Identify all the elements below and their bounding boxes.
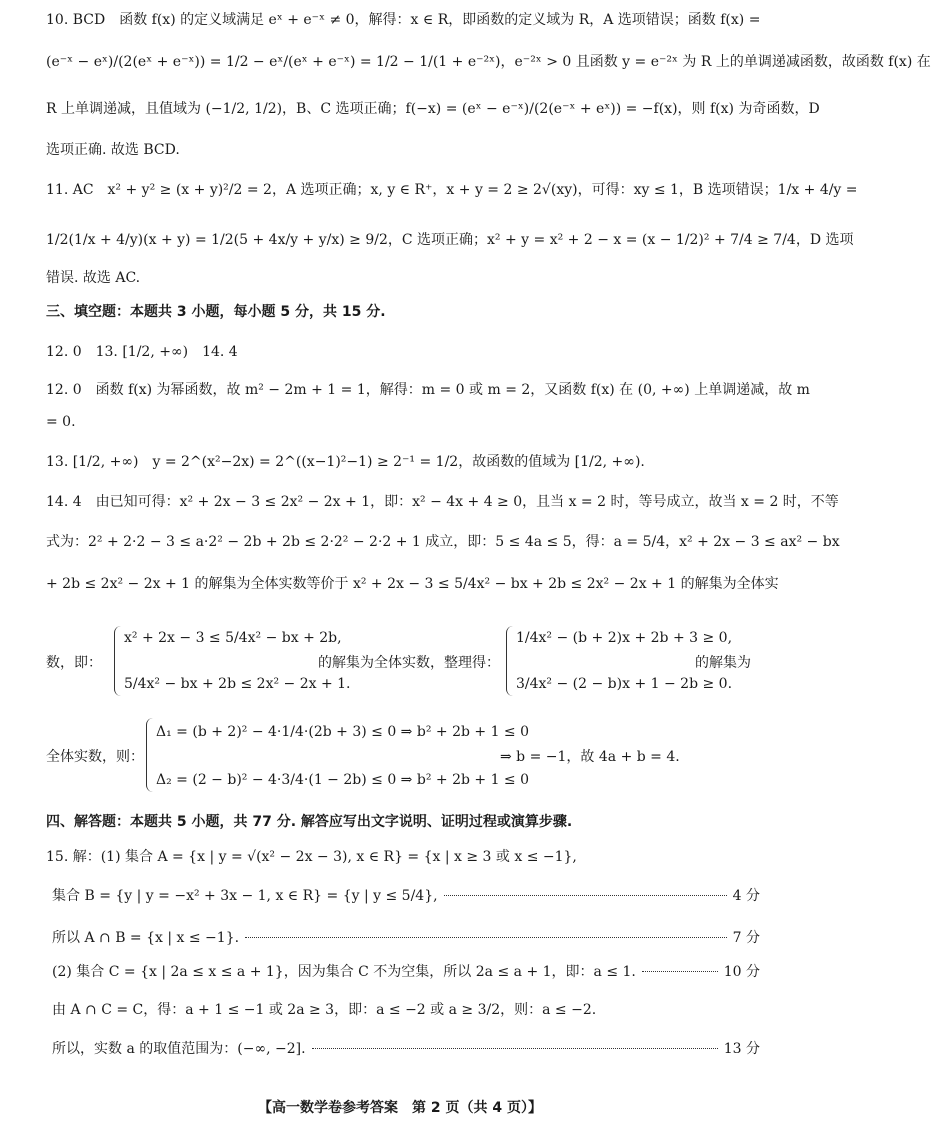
q14-line-3: + 2b ≤ 2x² − 2x + 1 的解集为全体实数等价于 x² + 2x − 3 ≤ 5/4x² − bx + 2b ≤ 2x² − 2x + 1 的解集为全体实 (46, 576, 779, 592)
system1-suffix: 的解集为 (695, 655, 751, 671)
leader-dots (444, 895, 727, 896)
q11-line-1: 11. AC x² + y² ≥ (x + y)²/2 = 2，A 选项正确；x, y ∈ R⁺，x + y = 2 ≥ 2√(xy)，可得：xy ≤ 1，B 选项错误；1/x + 4/y = (46, 182, 858, 198)
q15-line-2-score: 4 分 (732, 888, 760, 904)
q15-line-6 (52, 1039, 760, 1059)
q15-line-5: 由 A ∩ C = C，得：a + 1 ≤ −1 或 2a ≥ 3，即：a ≤ −2 或 a ≥ 3/2，则：a ≤ −2. (52, 1002, 597, 1018)
q10-line-2: (e⁻ˣ − eˣ)/(2(eˣ + e⁻ˣ)) = 1/2 − eˣ/(eˣ + e⁻ˣ) = 1/2 − 1/(1 + e⁻²ˣ)，e⁻²ˣ > 0 且函数 y = e⁻²ˣ 为 R 上的单调递减函数，故函数 f(x) 在 (46, 54, 931, 70)
system1-row1: x² + 2x − 3 ≤ 5/4x² − bx + 2b, (124, 630, 342, 646)
q15-line-1: 15. 解：(1) 集合 A = {x | y = √(x² − 2x − 3), x ∈ R} = {x | x ≥ 3 或 x ≤ −1}, (46, 849, 577, 865)
system1-middle: 的解集为全体实数，整理得： (318, 655, 500, 671)
q15-line-4-score: 10 分 (723, 964, 760, 980)
system1-row4: 3/4x² − (2 − b)x + 1 − 2b ≥ 0. (516, 676, 733, 692)
q12-line-1: 12. 0 函数 f(x) 为幂函数，故 m² − 2m + 1 = 1，解得：m = 0 或 m = 2，又函数 f(x) 在 (0, +∞) 上单调递减，故 m (46, 382, 810, 398)
q11-line-2: 1/2(1/x + 4/y)(x + y) = 1/2(5 + 4x/y + y/x) ≥ 9/2，C 选项正确；x² + y = x² + 2 − x = (x − 1/2)² + 7/4 ≥ 7/4，D 选项 (46, 232, 854, 248)
brace-left-3 (146, 718, 153, 792)
q15-line-2 (52, 886, 760, 906)
section-4-heading: 四、解答题：本题共 5 小题，共 77 分. 解答应写出文字说明、证明过程或演算步骤. (46, 814, 573, 830)
q10-line-3: R 上单调递减，且值域为 (−1/2, 1/2)，B、C 选项正确；f(−x) = (eˣ − e⁻ˣ)/(2(e⁻ˣ + eˣ)) = −f(x)，则 f(x) 为奇函数，D (46, 101, 820, 117)
system2-prefix: 全体实数，则： (46, 749, 144, 765)
q15-line-4-text: (2) 集合 C = {x | 2a ≤ x ≤ a + 1}，因为集合 C 不为空集，所以 2a ≤ a + 1，即：a ≤ 1. (52, 964, 636, 980)
q15-line-4 (52, 962, 760, 982)
brace-left-2 (506, 626, 513, 696)
q14-line-1: 14. 4 由已知可得：x² + 2x − 3 ≤ 2x² − 2x + 1，即：x² − 4x + 4 ≥ 0，且当 x = 2 时，等号成立，故当 x = 2 时，不等 (46, 494, 839, 510)
q10-line-4: 选项正确. 故选 BCD. (46, 142, 180, 158)
q15-line-3-text: 所以 A ∩ B = {x | x ≤ −1}. (52, 930, 240, 946)
q10-line-1: 10. BCD 函数 f(x) 的定义域满足 eˣ + e⁻ˣ ≠ 0，解得：x ∈ R，即函数的定义域为 R，A 选项错误；函数 f(x) = (46, 12, 761, 28)
q14-line-2: 式为：2² + 2·2 − 3 ≤ a·2² − 2b + 2b ≤ 2·2² − 2·2 + 1 成立，即：5 ≤ 4a ≤ 5，得：a = 5/4，x² + 2x − 3 ≤ ax² − bx (46, 534, 840, 550)
q11-line-3: 错误. 故选 AC. (46, 270, 141, 286)
system1-row2: 5/4x² − bx + 2b ≤ 2x² − 2x + 1. (124, 676, 351, 692)
system2-row1: Δ₁ = (b + 2)² − 4·1/4·(2b + 3) ≤ 0 ⇒ b² + 2b + 1 ≤ 0 (156, 724, 530, 740)
q15-line-6-score: 13 分 (723, 1041, 760, 1057)
leader-dots (642, 971, 718, 972)
brace-left-1 (114, 626, 121, 696)
system2-row2: Δ₂ = (2 − b)² − 4·3/4·(1 − 2b) ≤ 0 ⇒ b² + 2b + 1 ≤ 0 (156, 772, 530, 788)
page-footer: 【高一数学卷参考答案 第 2 页（共 4 页）】 (258, 1100, 542, 1116)
q15-line-2-text: 集合 B = {y | y = −x² + 3x − 1, x ∈ R} = {y | y ≤ 5/4}, (52, 888, 438, 904)
q15-line-3 (52, 928, 760, 948)
system2-suffix: ⇒ b = −1，故 4a + b = 4. (500, 749, 680, 765)
leader-dots (312, 1048, 718, 1049)
q15-line-3-score: 7 分 (732, 930, 760, 946)
system1-prefix: 数，即： (46, 655, 102, 671)
section-3-heading: 三、填空题：本题共 3 小题，每小题 5 分，共 15 分. (46, 304, 386, 320)
leader-dots (245, 937, 727, 938)
fill-in-answers: 12. 0 13. [1/2, +∞) 14. 4 (46, 344, 238, 360)
q13-line: 13. [1/2, +∞) y = 2^(x²−2x) = 2^((x−1)²−1) ≥ 2⁻¹ = 1/2，故函数的值域为 [1/2, +∞). (46, 454, 645, 470)
q12-line-2: = 0. (46, 414, 76, 430)
system1-row3: 1/4x² − (b + 2)x + 2b + 3 ≥ 0, (516, 630, 733, 646)
q15-line-6-text: 所以，实数 a 的取值范围为：(−∞, −2]. (52, 1041, 306, 1057)
